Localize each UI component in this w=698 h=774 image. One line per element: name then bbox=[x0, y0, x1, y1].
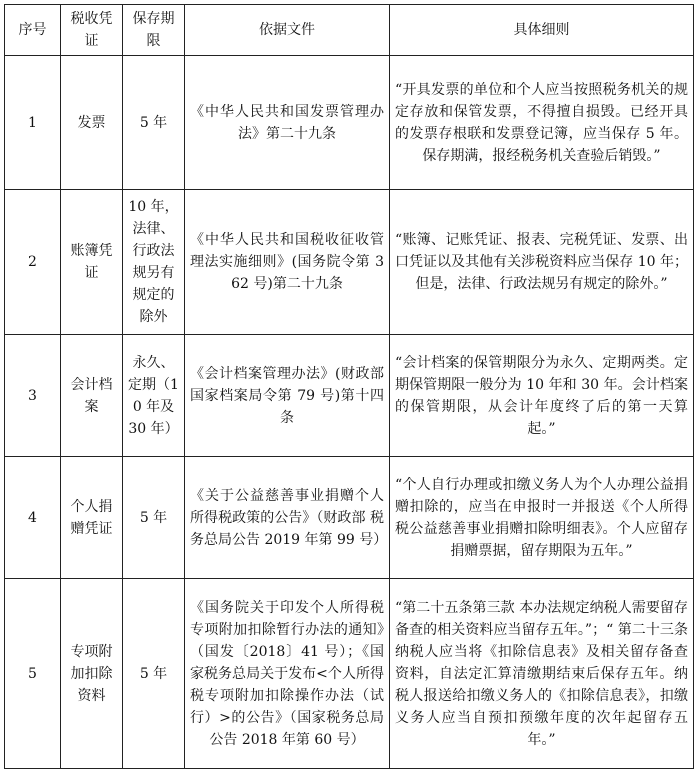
row-detail: “开具发票的单位和个人应当按照税务机关的规定存放和保管发票，不得擅自损毁。已经开具的发票存根联和发票登记簿，应当保存 5 年。保存期满，报经税务机关查验后销毁。” bbox=[390, 56, 694, 190]
header-row bbox=[5, 5, 694, 56]
row-voucher: 个人捐赠凭证 bbox=[61, 457, 123, 579]
row-no: 3 bbox=[5, 335, 61, 457]
row-no: 5 bbox=[5, 579, 61, 769]
table-row bbox=[5, 579, 694, 769]
header-detail: 具体细则 bbox=[390, 5, 694, 56]
tax-voucher-retention-table bbox=[4, 4, 694, 769]
header-voucher: 税收凭证 bbox=[61, 5, 123, 56]
row-basis: 《中华人民共和国发票管理办法》第二十九条 bbox=[185, 56, 390, 190]
table-row bbox=[5, 335, 694, 457]
row-detail: “第二十五条第三款 本办法规定纳税人需要留存备查的相关资料应当留存五年。”；“ 第二十三条 纳税人应当将《扣除信息表》及相关留存备查资料，自法定汇算清缴期结束后保存五年。纳税人报送给扣缴义务人的《扣除信息表》，扣缴义务人应当自预扣预缴年度的次年起留存五年。” bbox=[390, 579, 694, 769]
table-row bbox=[5, 190, 694, 335]
row-voucher: 发票 bbox=[61, 56, 123, 190]
row-period: 5 年 bbox=[123, 56, 185, 190]
table-row bbox=[5, 457, 694, 579]
row-no: 1 bbox=[5, 56, 61, 190]
row-voucher: 会计档案 bbox=[61, 335, 123, 457]
row-voucher: 专项附加扣除资料 bbox=[61, 579, 123, 769]
row-basis: 《关于公益慈善事业捐赠个人所得税政策的公告》（财政部 税务总局公告 2019 年第 99 号） bbox=[185, 457, 390, 579]
row-period: 10 年，法律、行政法规另有规定的除外 bbox=[123, 190, 185, 335]
header-period: 保存期限 bbox=[123, 5, 185, 56]
row-no: 4 bbox=[5, 457, 61, 579]
row-period: 永久、定期（10 年及 30 年） bbox=[123, 335, 185, 457]
row-basis: 《国务院关于印发个人所得税专项附加扣除暂行办法的通知》（国发〔2018〕41 号）；《国家税务总局关于发布<个人所得税专项附加扣除操作办法（试行）>的公告》（国家税务总局公告 2018 年第 60 号） bbox=[185, 579, 390, 769]
row-basis: 《会计档案管理办法》(财政部 国家档案局令第 79 号)第十四条 bbox=[185, 335, 390, 457]
row-detail: “个人自行办理或扣缴义务人为个人办理公益捐赠扣除的，应当在申报时一并报送《个人所得税公益慈善事业捐赠扣除明细表》。个人应留存捐赠票据，留存期限为五年。” bbox=[390, 457, 694, 579]
row-detail: “账簿、记账凭证、报表、完税凭证、发票、出口凭证以及其他有关涉税资料应当保存 10 年；但是，法律、行政法规另有规定的除外。” bbox=[390, 190, 694, 335]
table-row bbox=[5, 56, 694, 190]
row-voucher: 账簿凭证 bbox=[61, 190, 123, 335]
row-detail: “会计档案的保管期限分为永久、定期两类。定期保管期限一般分为 10 年和 30 年。会计档案的保管期限，从会计年度终了后的第一天算起。” bbox=[390, 335, 694, 457]
header-basis: 依据文件 bbox=[185, 5, 390, 56]
row-period: 5 年 bbox=[123, 579, 185, 769]
row-no: 2 bbox=[5, 190, 61, 335]
row-period: 5 年 bbox=[123, 457, 185, 579]
row-basis: 《中华人民共和国税收征收管理法实施细则》(国务院令第 362 号)第二十九条 bbox=[185, 190, 390, 335]
header-no: 序号 bbox=[5, 5, 61, 56]
